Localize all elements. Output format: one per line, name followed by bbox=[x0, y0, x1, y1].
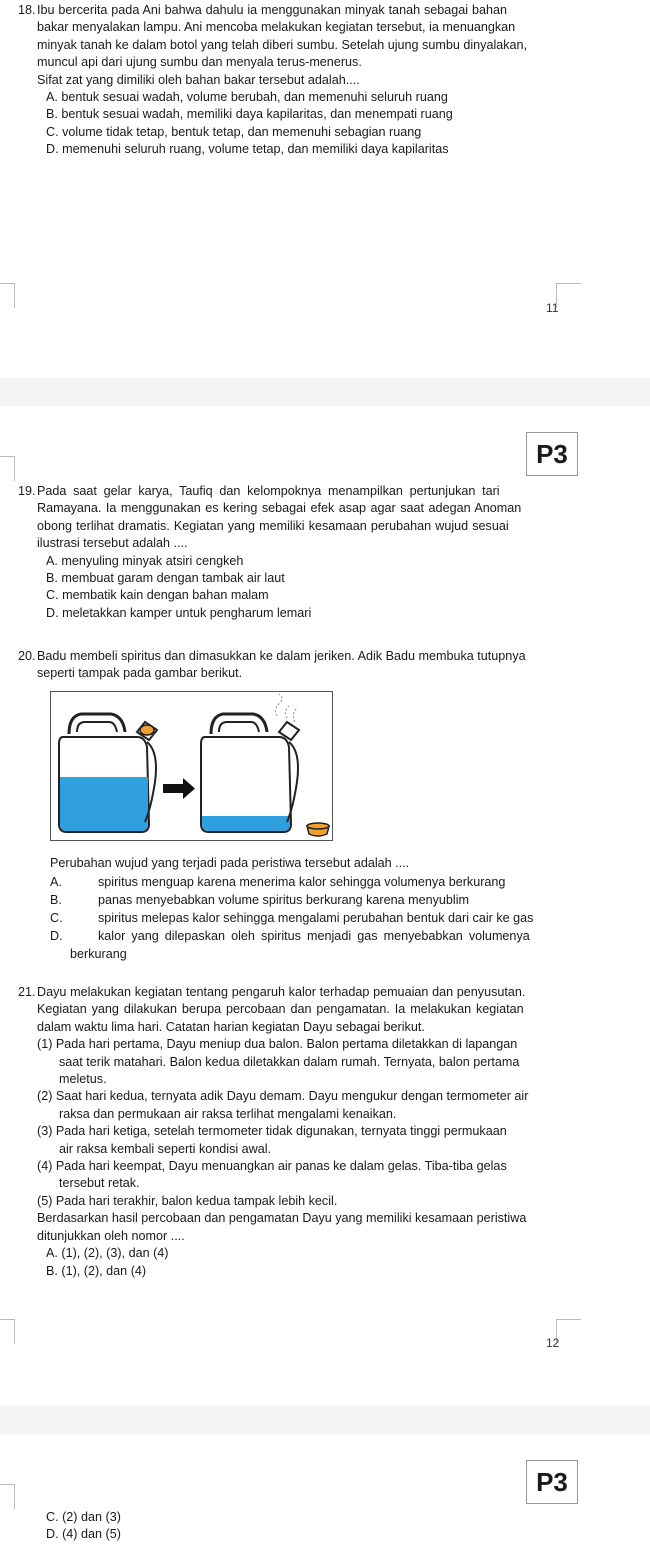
q21-item-5-line-1: (5) Pada hari terakhir, balon kedua tampak lebih kecil. bbox=[37, 1193, 338, 1208]
q19-number: 19. bbox=[18, 484, 36, 498]
q19-option-a[interactable]: A. menyuling minyak atsiri cengkeh bbox=[46, 553, 244, 568]
crop-mark-right bbox=[556, 283, 581, 308]
q18-option-b[interactable]: B. bentuk sesuai wadah, memiliki daya kapilaritas, dan menempati ruang bbox=[46, 107, 453, 122]
q21-question-line-2: ditunjukkan oleh nomor .... bbox=[37, 1228, 185, 1243]
q20-number: 20. bbox=[18, 649, 36, 663]
q21-option-c[interactable]: C. (2) dan (3) bbox=[46, 1510, 121, 1524]
crop-mark-left-3 bbox=[0, 1319, 15, 1344]
crop-mark-right-2 bbox=[556, 1319, 581, 1344]
arrow-icon bbox=[163, 778, 195, 799]
q21-item-1-line-2: saat terik matahari. Balon kedua diletakkan dalam rumah. Ternyata, balon pertama bbox=[59, 1054, 520, 1069]
q21-stem-line-2: Kegiatan yang dilakukan berupa percobaan dan pengamatan. Ia melakukan kegiatan bbox=[37, 1002, 524, 1017]
page-divider-2 bbox=[0, 1406, 650, 1434]
q21-item-3-line-1: (3) Pada hari ketiga, setelah termometer tidak digunakan, ternyata tinggi permukaan bbox=[37, 1124, 507, 1139]
q18-question: Sifat zat yang dimiliki oleh bahan bakar tersebut adalah.... bbox=[37, 72, 360, 87]
page-number-12: 12 bbox=[546, 1336, 560, 1350]
question-19 bbox=[18, 483, 560, 622]
liquid-low bbox=[202, 816, 290, 831]
q19-option-b[interactable]: B. membuat garam dengan tambak air laut bbox=[46, 571, 285, 586]
q20-option-d[interactable]: D. kalor yang dilepaskan oleh spiritus menjadi gas menyebabkan volumenya bbox=[50, 929, 530, 943]
q20-option-b[interactable]: B. panas menyebabkan volume spiritus berkurang karena menyublim bbox=[50, 893, 470, 907]
q18-stem-line-4: muncul api dari ujung sumbu dan menyala terus-menerus. bbox=[37, 55, 362, 70]
q20-question: Perubahan wujud yang terjadi pada peristiwa tersebut adalah .... bbox=[50, 856, 410, 870]
q18-option-c[interactable]: C. volume tidak tetap, bentuk tetap, dan memenuhi sebagian ruang bbox=[46, 124, 422, 139]
cap-closed-icon bbox=[140, 725, 154, 735]
q21-stem-line-3: dalam waktu lima hari. Catatan harian kegiatan Dayu sebagai berikut. bbox=[37, 1019, 425, 1034]
q21-item-1-line-3: meletus. bbox=[59, 1072, 107, 1087]
q21-item-2-line-1: (2) Saat hari kedua, ternyata adik Dayu demam. Dayu mengukur dengan termometer air bbox=[37, 1089, 529, 1104]
question-21 bbox=[18, 984, 560, 1280]
jerrycan-open bbox=[201, 694, 329, 836]
crop-mark-left-2 bbox=[0, 456, 15, 481]
crop-mark-left bbox=[0, 283, 15, 308]
q21-item-1-line-1: (1) Pada hari pertama, Dayu meniup dua balon. Balon pertama diletakkan di lapangan bbox=[37, 1037, 518, 1052]
q18-stem-line-1: 18.Ibu bercerita pada Ani bahwa dahulu ia menggunakan minyak tanah sebagai bahan bbox=[18, 2, 560, 19]
q18-option-d[interactable]: D. memenuhi seluruh ruang, volume tetap, dan memiliki daya kapilaritas bbox=[46, 142, 449, 157]
page-number-11: 11 bbox=[546, 301, 559, 315]
jerrycan-full bbox=[59, 714, 157, 832]
q20-option-a[interactable]: A. spiritus menguap karena menerima kalor sehingga volumenya berkurang bbox=[50, 875, 506, 889]
vapor-icon bbox=[275, 694, 282, 716]
q18-stem-line-2: bakar menyalakan lampu. Ani mencoba melakukan kegiatan tersebut, ia menuangkan bbox=[37, 20, 516, 35]
question-20 bbox=[18, 648, 560, 683]
q21-item-4-line-2: tersebut retak. bbox=[59, 1176, 140, 1191]
page-divider bbox=[0, 378, 650, 406]
q19-stem-line-1: 19.Pada saat gelar karya, Taufiq dan kelompoknya menampilkan pertunjukan tari bbox=[18, 483, 560, 500]
q21-question-line-1: Berdasarkan hasil percobaan dan pengamatan Dayu yang memiliki kesamaan peristiwa bbox=[37, 1211, 527, 1226]
q18-number: 18. bbox=[18, 3, 36, 17]
page-label-p3: P3 bbox=[526, 432, 578, 476]
q19-option-c[interactable]: C. membatik kain dengan bahan malam bbox=[46, 588, 269, 603]
jerrycan-illustration bbox=[51, 692, 332, 840]
liquid-full bbox=[60, 777, 148, 831]
q19-stem-line-4: ilustrasi tersebut adalah .... bbox=[37, 536, 188, 551]
crop-mark-left-4 bbox=[0, 1484, 15, 1509]
q20-option-d-cont: berkurang bbox=[70, 947, 127, 961]
q21-item-4-line-1: (4) Pada hari keempat, Dayu menuangkan air panas ke dalam gelas. Tiba-tiba gelas bbox=[37, 1159, 507, 1174]
page-label-p3-2: P3 bbox=[526, 1460, 578, 1504]
q21-option-d[interactable]: D. (4) dan (5) bbox=[46, 1527, 121, 1541]
q21-number: 21. bbox=[18, 985, 36, 999]
q19-option-d[interactable]: D. meletakkan kamper untuk pengharum lemari bbox=[46, 605, 312, 620]
q19-stem-line-3: obong terlihat dramatis. Kegiatan yang memiliki kesamaan perubahan wujud sesuai bbox=[37, 518, 509, 533]
q20-figure bbox=[50, 691, 333, 841]
q21-option-a[interactable]: A. (1), (2), (3), dan (4) bbox=[46, 1246, 169, 1261]
q20-stem-line-2: seperti tampak pada gambar berikut. bbox=[37, 666, 243, 681]
question-18 bbox=[18, 2, 560, 159]
q21-stem-line-1: 21.Dayu melakukan kegiatan tentang pengaruh kalor terhadap pemuaian dan penyusutan. bbox=[18, 984, 560, 1001]
q18-option-a[interactable]: A. bentuk sesuai wadah, volume berubah, dan memenuhi seluruh ruang bbox=[46, 90, 448, 105]
q21-item-3-line-2: air raksa kembali seperti kondisi awal. bbox=[59, 1141, 272, 1156]
q18-stem-line-3: minyak tanah ke dalam botol yang telah diberi sumbu. Setelah ujung sumbu dinyalakan, bbox=[37, 37, 528, 52]
q19-stem-line-2: Ramayana. Ia menggunakan es kering sebagai efek asap agar saat adegan Anoman bbox=[37, 501, 522, 516]
q20-stem-line-1: 20.Badu membeli spiritus dan dimasukkan ke dalam jeriken. Adik Badu membuka tutupnya bbox=[18, 648, 560, 665]
q20-option-c[interactable]: C. spiritus melepas kalor sehingga mengalami perubahan bentuk dari cair ke gas bbox=[50, 911, 534, 925]
q21-item-2-line-2: raksa dan permukaan air raksa terlihat mengalami kenaikan. bbox=[59, 1106, 397, 1121]
q21-option-b[interactable]: B. (1), (2), dan (4) bbox=[46, 1263, 147, 1278]
